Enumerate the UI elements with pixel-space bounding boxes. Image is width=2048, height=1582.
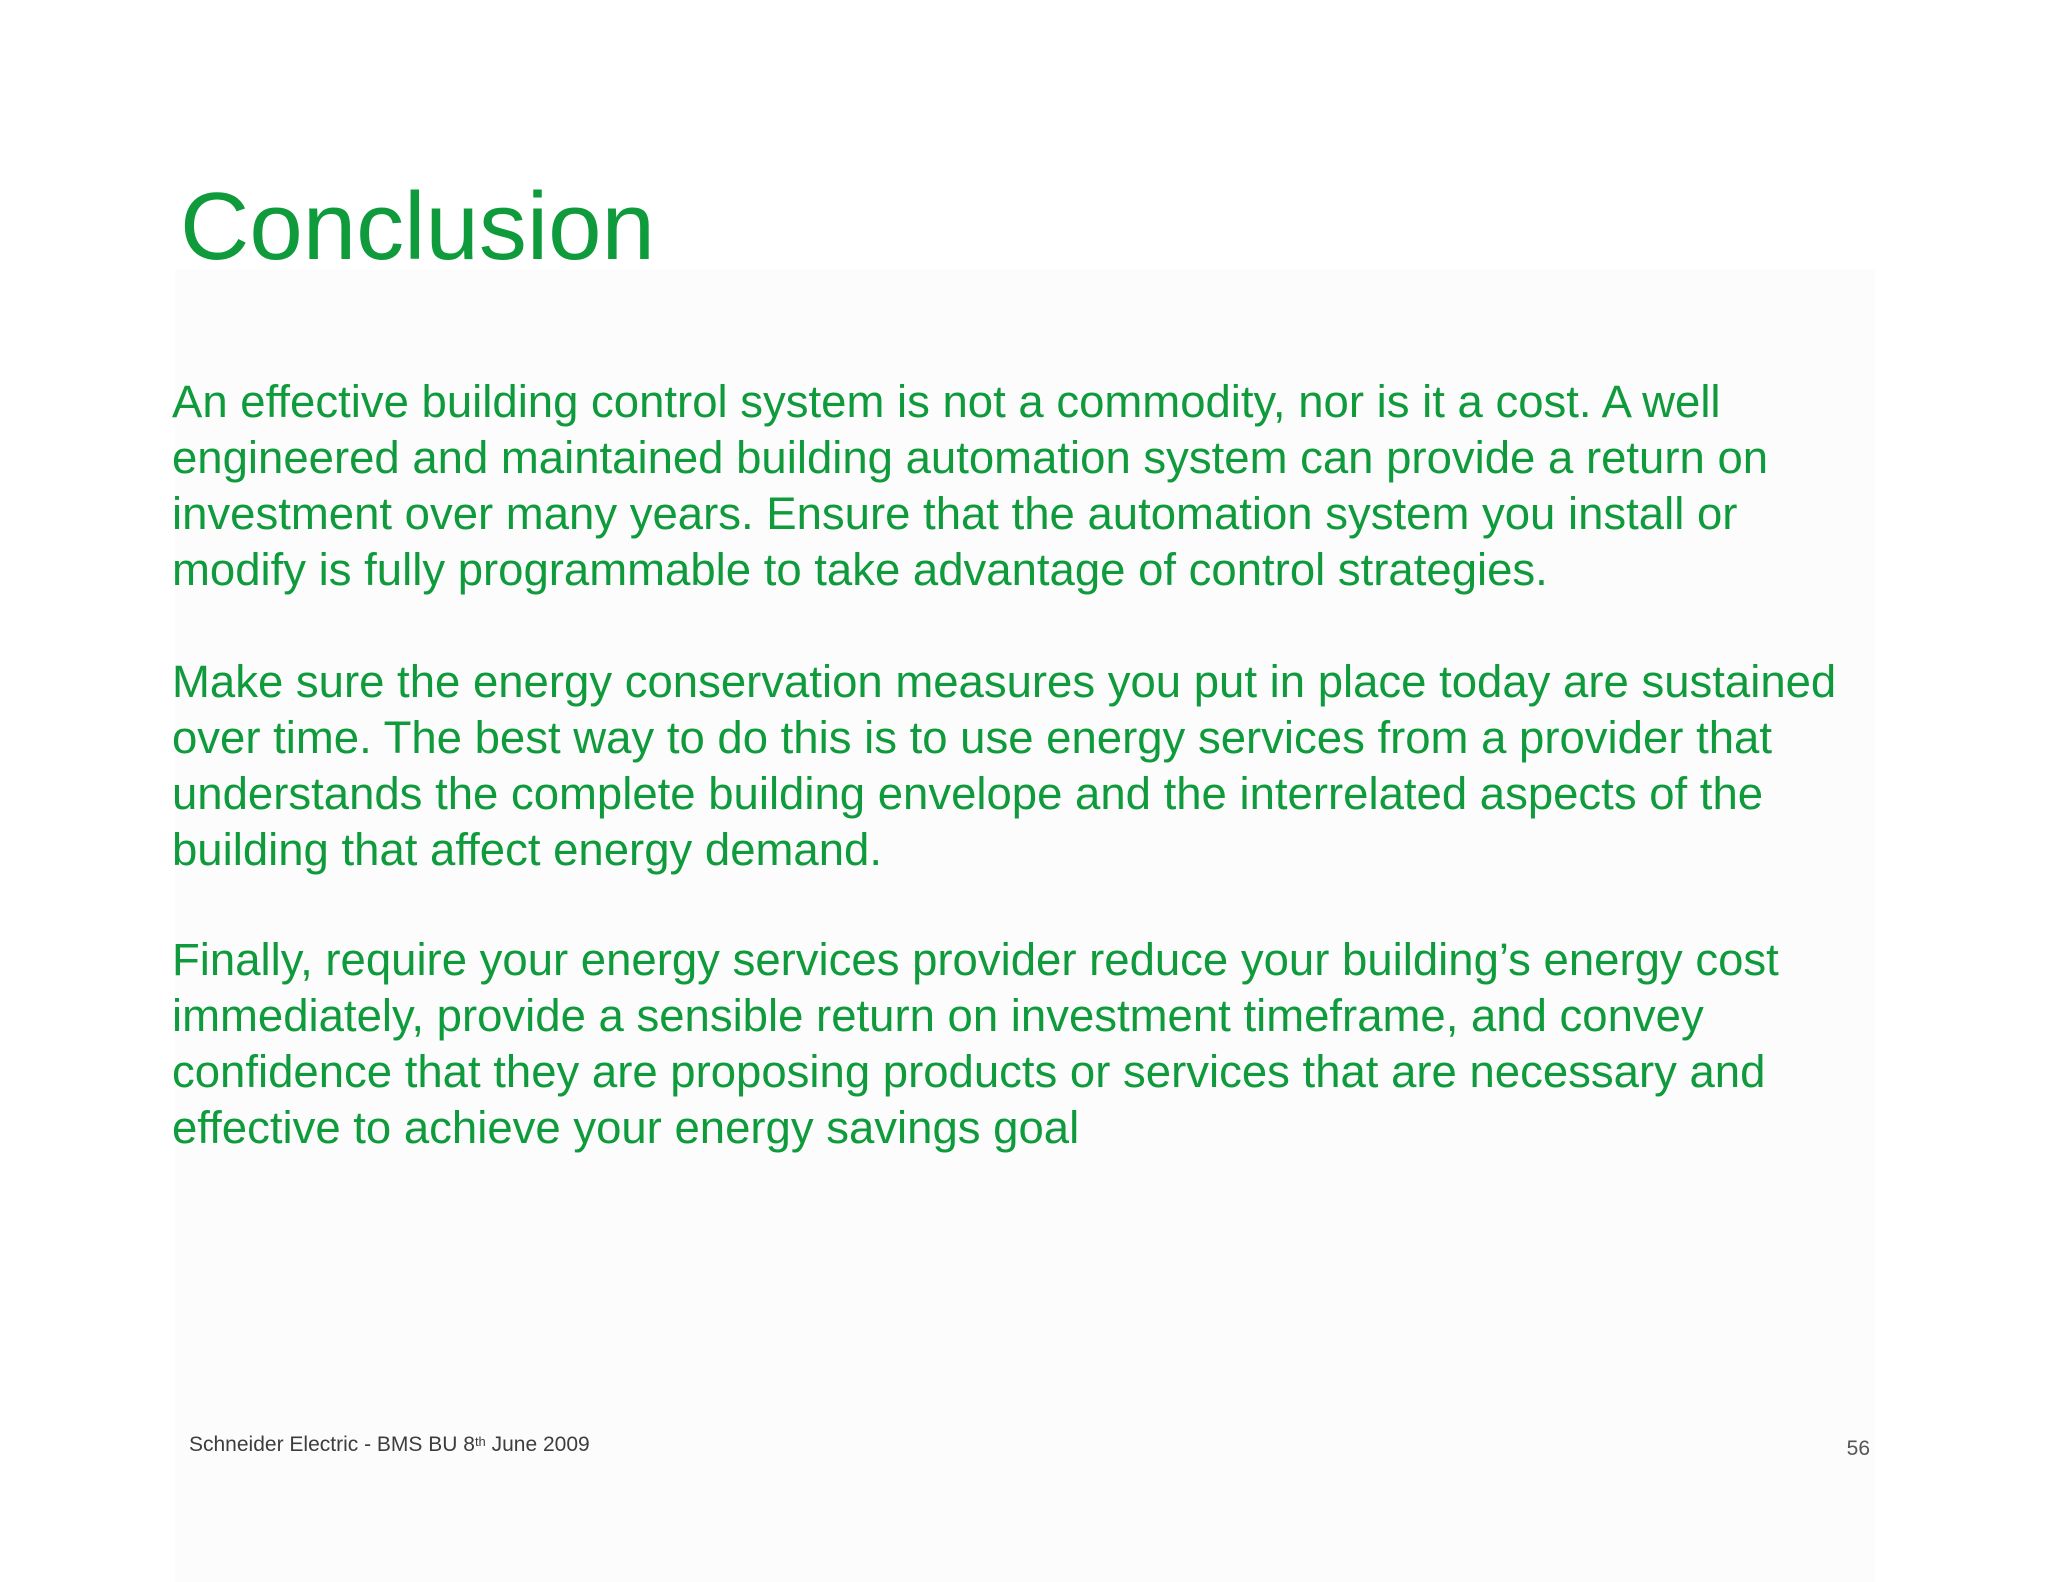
conclusion-paragraph-1: An effective building control system is not a commodity, nor is it a cost. A well engineered and maintained building automation system can provide a return on investment over many years. Ensure that the automation system you install or modify is fully programmable to take advantage of control strategies. xyxy=(172,376,1769,595)
footer-date-suffix: th xyxy=(474,1434,486,1449)
conclusion-paragraph-3: Finally, require your energy services provider reduce your building’s energy cost immediately, provide a sensible return on investment timeframe, and convey confidence that they are proposing products or services that are necessary and effective to achieve your energy savings goal xyxy=(172,934,1779,1153)
footer-date: June 2009 xyxy=(485,1433,590,1456)
slide-title: Conclusion xyxy=(180,173,655,280)
page-number: 56 xyxy=(1846,1437,1870,1460)
slide-footer xyxy=(189,1432,590,1458)
conclusion-paragraph-2: Make sure the energy conservation measures you put in place today are sustained over time. The best way to do this is to use energy services from a provider that understands the complete building envelope and the interrelated aspects of the building that affect energy demand. xyxy=(172,656,1837,875)
footer-company: Schneider Electric - BMS BU 8 xyxy=(189,1433,475,1456)
